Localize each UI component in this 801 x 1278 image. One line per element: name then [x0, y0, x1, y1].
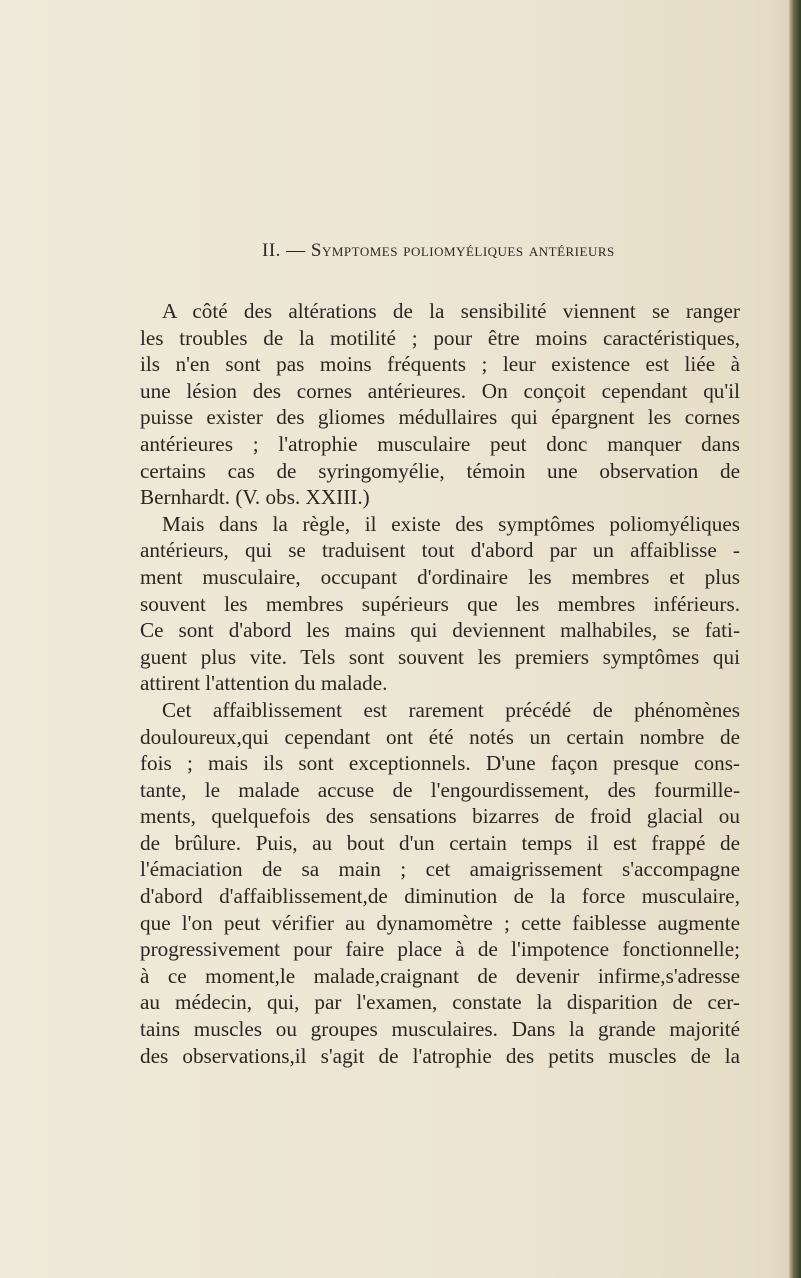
text-line: des observations,il s'agit de l'atrophie des petits muscles de la — [140, 1043, 740, 1068]
text-line: à ce moment,le malade,craignant de devenir infirme,s'adresse — [140, 963, 740, 988]
text-line: ils n'en sont pas moins fréquents ; leur existence est liée à — [140, 352, 740, 377]
text-line: tains muscles ou groupes musculaires. Dans la grande majorité — [140, 1017, 740, 1042]
text-line: au médecin, qui, par l'examen, constate la disparition de cer- — [140, 990, 740, 1015]
text-line: douloureux,qui cependant ont été notés un certain nombre de — [140, 724, 740, 749]
text-line: guent plus vite. Tels sont souvent les premiers symptômes qui — [140, 644, 740, 669]
text-line: de brûlure. Puis, au bout d'un certain temps il est frappé de — [140, 830, 740, 855]
text-line: A côté des altérations de la sensibilité viennent se ranger — [162, 299, 740, 323]
text-line: tante, le malade accuse de l'engourdissement, des fourmille- — [140, 777, 740, 802]
section-title: Symptomes poliomyéliques antérieurs — [310, 240, 615, 261]
text-line: ment musculaire, occupant d'ordinaire les membres et plus — [140, 564, 740, 589]
text-line: les troubles de la motilité ; pour être moins caractéristiques, — [140, 325, 740, 350]
text-line: une lésion des cornes antérieures. On conçoit cependant qu'il — [140, 378, 740, 403]
text-line: attirent l'attention du malade. — [140, 671, 388, 696]
text-line: Mais dans la règle, il existe des symptômes poliomyéliques — [162, 511, 740, 536]
section-heading — [262, 240, 682, 262]
body-text — [140, 298, 740, 1069]
text-line: Ce sont d'abord les mains qui deviennent malhabiles, se fati- — [140, 618, 740, 643]
page-edge — [789, 0, 801, 1278]
text-line: Bernhardt. (V. obs. XXIII.) — [140, 485, 370, 510]
text-line: d'abord d'affaiblissement,de diminution de la force musculaire, — [140, 884, 740, 909]
text-line: antérieurs, qui se traduisent tout d'abord par un affaiblisse - — [140, 538, 740, 563]
text-line: fois ; mais ils sont exceptionnels. D'une façon presque cons- — [140, 751, 740, 776]
text-line: progressivement pour faire place à de l'impotence fonctionnelle; — [140, 937, 740, 962]
text-line: l'émaciation de sa main ; cet amaigrissement s'accompagne — [140, 857, 740, 882]
text-line: souvent les membres supérieurs que les membres inférieurs. — [140, 591, 740, 616]
text-line: puisse exister des gliomes médullaires qui épargnent les cornes — [140, 405, 740, 430]
text-line: antérieures ; l'atrophie musculaire peut donc manquer dans — [140, 431, 740, 456]
text-line: certains cas de syringomyélie, témoin une observation de — [140, 458, 740, 483]
section-number: II. — — [262, 240, 306, 261]
text-line: que l'on peut vérifier au dynamomètre ; cette faiblesse augmente — [140, 910, 740, 935]
text-line: Cet affaiblissement est rarement précédé de phénomènes — [162, 697, 740, 722]
text-line: ments, quelquefois des sensations bizarres de froid glacial ou — [140, 804, 740, 829]
